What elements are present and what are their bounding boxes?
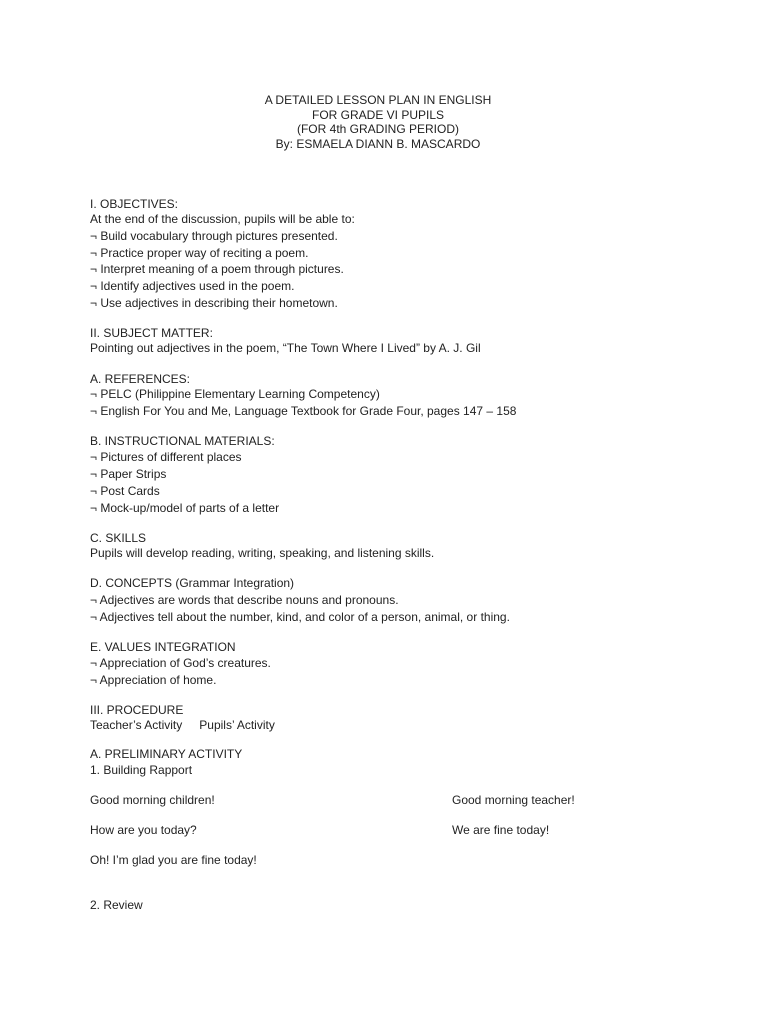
document-title [0, 93, 756, 151]
pupils-line: We are fine today! [452, 823, 550, 837]
concept-item: ¬ Adjectives tell about the number, kind, and color of a person, animal, or thing. [90, 610, 510, 624]
teacher-line: Good morning children! [90, 793, 215, 807]
teacher-line: How are you today? [90, 823, 197, 837]
material-item: ¬ Mock-up/model of parts of a letter [90, 501, 280, 515]
objective-item: ¬ Interpret meaning of a poem through pictures. [90, 262, 344, 276]
skills-text: Pupils will develop reading, writing, speaking, and listening skills. [90, 546, 435, 560]
material-item: ¬ Paper Strips [90, 467, 167, 481]
title-line-2: FOR GRADE VI PUPILS [311, 107, 445, 122]
preliminary-heading: A. PRELIMINARY ACTIVITY [90, 747, 243, 761]
value-item: ¬ Appreciation of home. [90, 673, 217, 687]
reference-item: ¬ English For You and Me, Language Textbook for Grade Four, pages 147 – 158 [90, 404, 517, 418]
skills-heading: C. SKILLS [90, 531, 147, 545]
objective-item: ¬ Build vocabulary through pictures presented. [90, 229, 338, 243]
material-item: ¬ Pictures of different places [90, 450, 242, 464]
procedure-heading: III. PROCEDURE [90, 703, 184, 717]
references-heading: A. REFERENCES: [90, 372, 191, 386]
objective-item: ¬ Use adjectives in describing their hometown. [90, 296, 338, 310]
review-step: 2. Review [90, 898, 143, 912]
objective-item: ¬ Identify adjectives used in the poem. [90, 279, 295, 293]
teacher-line: Oh! I’m glad you are fine today! [90, 853, 257, 867]
reference-item: ¬ PELC (Philippine Elementary Learning Competency) [90, 387, 380, 401]
material-item: ¬ Post Cards [90, 484, 160, 498]
pupils-line: Good morning teacher! [452, 793, 575, 807]
objectives-heading: I. OBJECTIVES: [90, 197, 179, 211]
procedure-columns [90, 718, 275, 732]
objective-item: ¬ Practice proper way of reciting a poem. [90, 246, 309, 260]
title-line-1: A DETAILED LESSON PLAN IN ENGLISH [264, 93, 492, 107]
value-item: ¬ Appreciation of God’s creatures. [90, 656, 271, 670]
pupils-activity-label: Pupils’ Activity [199, 718, 275, 732]
title-line-3: (FOR 4th GRADING PERIOD) [296, 122, 460, 136]
materials-heading: B. INSTRUCTIONAL MATERIALS: [90, 434, 275, 448]
title-author: By: ESMAELA DIANN B. MASCARDO [275, 136, 481, 151]
values-heading: E. VALUES INTEGRATION [90, 640, 236, 654]
building-rapport-step: 1. Building Rapport [90, 763, 193, 777]
subject-matter-heading: II. SUBJECT MATTER: [90, 326, 213, 340]
subject-matter-text: Pointing out adjectives in the poem, “The Town Where I Lived” by A. J. Gil [90, 341, 481, 355]
teacher-activity-label: Teacher’s Activity [90, 718, 183, 732]
objectives-intro: At the end of the discussion, pupils will be able to: [90, 212, 355, 226]
concept-item: ¬ Adjectives are words that describe nouns and pronouns. [90, 593, 399, 607]
concepts-heading: D. CONCEPTS (Grammar Integration) [90, 576, 295, 590]
